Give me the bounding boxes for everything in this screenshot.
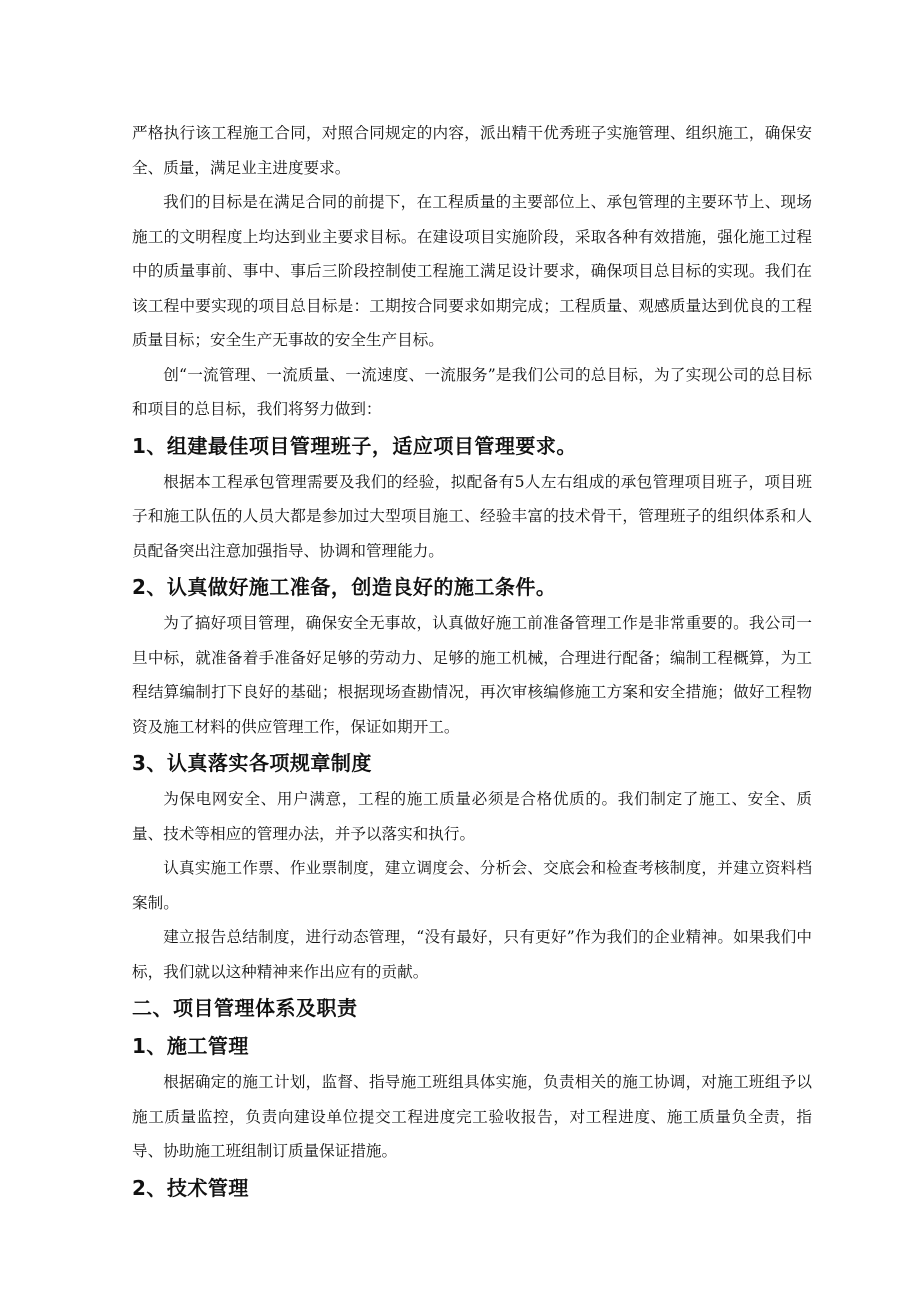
paragraph-construction-preparation: 为了搞好项目管理，确保安全无事故，认真做好施工前准备管理工作是非常重要的。我公司一旦中标，就准备着手准备好足够的劳动力、足够的施工机械，合理进行配备；编制工程概算，为工程结算编制打下良好的基础；根据现场查勘情况，再次审核编修施工方案和安全措施；做好工程物资及施工材料的供应管理工作，保证如期开工。 [132, 614, 812, 736]
paragraph-quality-safety: 为保电网安全、用户满意，工程的施工质量必须是合格优质的。我们制定了施工、安全、质量、技术等相应的管理办法，并予以落实和执行。 [132, 790, 812, 843]
paragraph-work-tickets: 认真实施工作票、作业票制度，建立调度会、分析会、交底会和检查考核制度，并建立资料档案制。 [132, 859, 812, 912]
heading-rules-regulations: 3、认真落实各项规章制度 [132, 751, 372, 775]
paragraph-reporting-system: 建立报告总结制度，进行动态管理，“没有最好，只有更好”作为我们的企业精神。如果我们中标，我们就以这种精神来作出应有的贡献。 [132, 928, 812, 981]
heading-construction-preparation: 2、认真做好施工准备，创造良好的施工条件。 [132, 575, 557, 599]
paragraph-management-team: 根据本工程承包管理需要及我们的经验，拟配备有5人左右组成的承包管理项目班子，项目班子和施工队伍的人员大都是参加过大型项目施工、经验丰富的技术骨干，管理班子的组织体系和人员配备突出注意加强指导、协调和管理能力。 [132, 472, 812, 560]
heading-management-team: 1、组建最佳项目管理班子，适应项目管理要求。 [132, 433, 577, 458]
paragraph-project-goals: 我们的目标是在满足合同的前提下，在工程质量的主要部位上、承包管理的主要环节上、现场施工的文明程度上均达到业主要求目标。在建设项目实施阶段，采取各种有效措施，强化施工过程中的质量事前、事中、事后三阶段控制使工程施工满足设计要求，确保项目总目标的实现。我们在该工程中要实现的项目总目标是：工期按合同要求如期完成；工程质量、观感质量达到优良的工程质量目标；安全生产无事故的安全生产目标。 [132, 193, 812, 349]
heading-construction-management: 1、施工管理 [132, 1034, 249, 1058]
paragraph-company-goal: 创“一流管理、一流质量、一流速度、一流服务”是我们公司的总目标，为了实现公司的总目标和项目的总目标，我们将努力做到： [132, 365, 812, 418]
paragraph-contract-execution: 严格执行该工程施工合同，对照合同规定的内容，派出精干优秀班子实施管理、组织施工，确保安全、质量，满足业主进度要求。 [132, 124, 812, 177]
document-page [132, 116, 812, 1207]
heading-management-system: 二、项目管理体系及职责 [132, 996, 358, 1020]
paragraph-construction-management: 根据确定的施工计划，监督、指导施工班组具体实施，负责相关的施工协调，对施工班组予以施工质量监控，负责向建设单位提交工程进度完工验收报告，对工程进度、施工质量负全责，指导、协助施工班组制订质量保证措施。 [132, 1073, 812, 1160]
heading-technical-management: 2、技术管理 [132, 1175, 249, 1200]
